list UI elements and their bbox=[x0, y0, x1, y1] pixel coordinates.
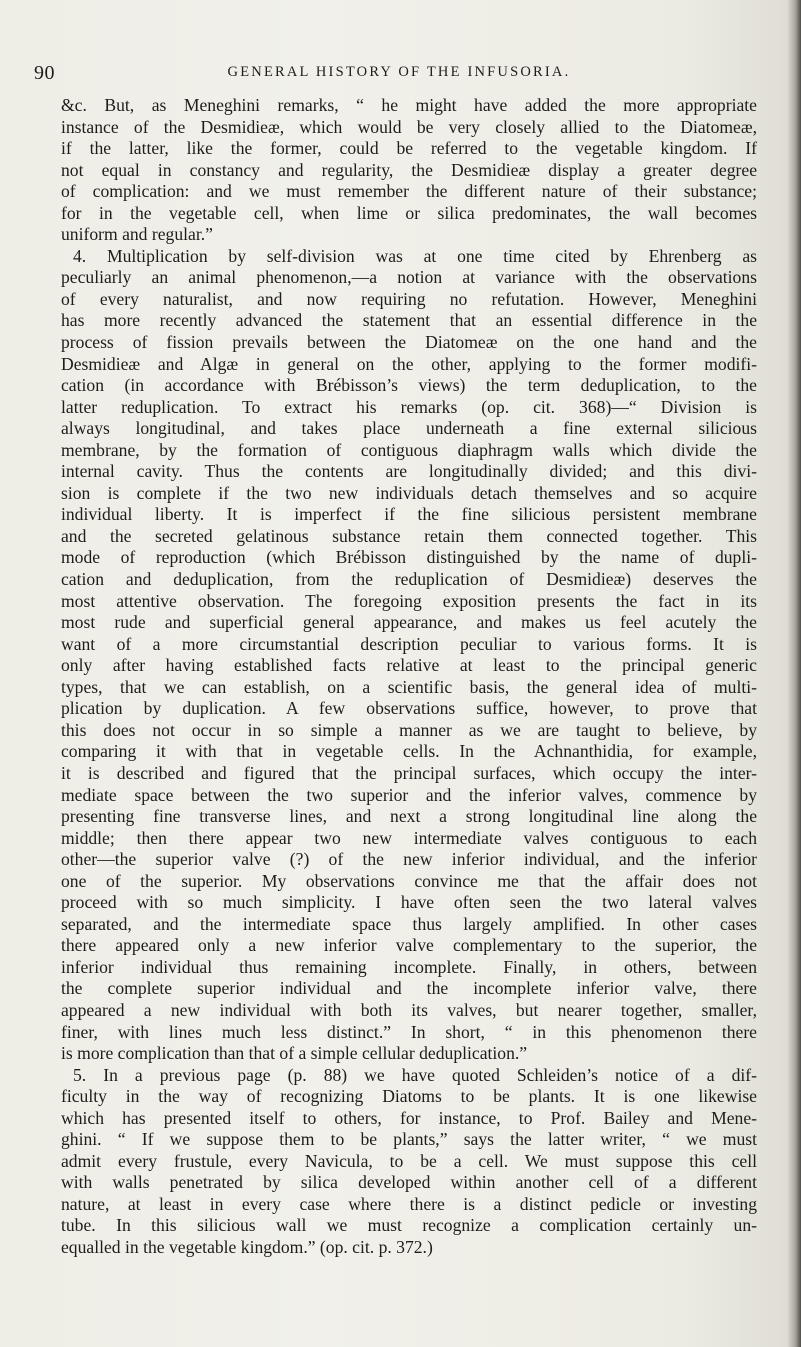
text-line: equalled in the vegetable kingdom.” (op. cit. p. 372.) bbox=[61, 1236, 433, 1257]
text-line: uniform and regular.” bbox=[61, 224, 213, 245]
text-line: other—the superior valve (?) of the new inferior individual, and the inferior bbox=[61, 849, 757, 870]
text-line: separated, and the intermediate space thus largely amplified. In other cases bbox=[61, 913, 757, 934]
text-line: 5. In a previous page (p. 88) we have quoted Schleiden’s notice of a dif- bbox=[73, 1064, 757, 1085]
text-line: ficulty in the way of recognizing Diatoms to be plants. It is one likewise bbox=[61, 1086, 757, 1107]
text-line: proceed with so much simplicity. I have often seen the two lateral valves bbox=[61, 892, 757, 913]
text-line: it is described and figured that the principal surfaces, which occupy the inter- bbox=[61, 762, 757, 783]
text-line: sion is complete if the two new individuals detach themselves and so acquire bbox=[61, 482, 757, 503]
text-line: mediate space between the two superior and the inferior valves, commence by bbox=[61, 784, 757, 805]
text-line: most rude and superficial general appearance, and makes us feel acutely the bbox=[61, 612, 757, 633]
text-line: inferior individual thus remaining incomplete. Finally, in others, between bbox=[61, 956, 757, 977]
text-line: has more recently advanced the statement that an essential difference in the bbox=[61, 310, 757, 331]
text-line: cation and deduplication, from the reduplication of Desmidieæ) deserves the bbox=[61, 569, 757, 590]
text-line: is more complication than that of a simple cellular deduplication.” bbox=[61, 1043, 528, 1064]
text-line: mode of reproduction (which Brébisson distinguished by the name of dupli- bbox=[61, 547, 757, 568]
text-line: which has presented itself to others, for instance, to Prof. Bailey and Mene- bbox=[61, 1107, 757, 1128]
text-line: if the latter, like the former, could be referred to the vegetable kingdom. If bbox=[61, 138, 757, 159]
text-line: with walls penetrated by silica developed within another cell of a different bbox=[61, 1172, 757, 1193]
text-line: membrane, by the formation of contiguous diaphragm walls which divide the bbox=[61, 439, 757, 460]
text-line: there appeared only a new inferior valve complementary to the superior, the bbox=[61, 935, 757, 956]
text-line: ghini. “ If we suppose them to be plants,” says the latter writer, “ we must bbox=[61, 1129, 757, 1150]
text-line: the complete superior individual and the incomplete inferior valve, there bbox=[61, 978, 757, 999]
text-line: not equal in constancy and regularity, the Desmidieæ display a greater degree bbox=[61, 159, 757, 180]
page-edge-shadow bbox=[787, 0, 801, 1347]
text-line: instance of the Desmidieæ, which would be very closely allied to the Diatomeæ, bbox=[61, 116, 757, 137]
text-line: plication by duplication. A few observations suffice, however, to prove that bbox=[61, 698, 757, 719]
text-line: peculiarly an animal phenomenon,—a notion at variance with the observations bbox=[61, 267, 757, 288]
text-line: presenting fine transverse lines, and next a strong longitudinal line along the bbox=[61, 806, 757, 827]
text-line: only after having established facts relative at least to the principal generic bbox=[61, 655, 757, 676]
text-line: of every naturalist, and now requiring no refutation. However, Meneghini bbox=[61, 288, 757, 309]
text-line: always longitudinal, and takes place underneath a fine external silicious bbox=[61, 418, 757, 439]
text-line: for in the vegetable cell, when lime or silica predominates, the wall becomes bbox=[61, 202, 757, 223]
text-line: middle; then there appear two new intermediate valves contiguous to each bbox=[61, 827, 757, 848]
text-line: comparing it with that in vegetable cells. In the Achnanthidia, for example, bbox=[61, 741, 757, 762]
text-line: and the secreted gelatinous substance retain them connected together. This bbox=[61, 525, 757, 546]
text-line: Desmidieæ and Algæ in general on the other, applying to the former modifi- bbox=[61, 353, 757, 374]
text-line: 4. Multiplication by self-division was at one time cited by Ehrenberg as bbox=[73, 245, 757, 266]
running-head: GENERAL HISTORY OF THE INFUSORIA. bbox=[227, 64, 571, 80]
text-line: nature, at least in every case where there is a distinct pedicle or investing bbox=[61, 1193, 757, 1214]
text-line: process of fission prevails between the Diatomeæ on the one hand and the bbox=[61, 332, 757, 353]
page-number: 90 bbox=[34, 62, 55, 84]
body-text bbox=[61, 95, 757, 1259]
text-line: cation (in accordance with Brébisson’s views) the term deduplication, to the bbox=[61, 375, 757, 396]
text-line: tube. In this silicious wall we must recognize a complication certainly un- bbox=[61, 1215, 757, 1236]
text-line: internal cavity. Thus the contents are longitudinally divided; and this divi- bbox=[61, 461, 757, 482]
text-line: &c. But, as Meneghini remarks, “ he might have added the more appropriate bbox=[61, 95, 757, 115]
text-line: want of a more circumstantial description peculiar to various forms. It is bbox=[61, 633, 757, 654]
text-line: latter reduplication. To extract his remarks (op. cit. 368)—“ Division is bbox=[61, 396, 757, 417]
text-line: appeared a new individual with both its valves, but nearer together, smaller, bbox=[61, 999, 757, 1020]
text-line: one of the superior. My observations convince me that the affair does not bbox=[61, 870, 757, 891]
text-line: this does not occur in so simple a manner as we are taught to believe, by bbox=[61, 719, 757, 740]
text-line: most attentive observation. The foregoing exposition presents the fact in its bbox=[61, 590, 757, 611]
text-line: finer, with lines much less distinct.” In short, “ in this phenomenon there bbox=[61, 1021, 757, 1042]
text-line: of complication: and we must remember the different nature of their substance; bbox=[61, 181, 757, 202]
page-header bbox=[34, 62, 764, 86]
text-line: types, that we can establish, on a scientific basis, the general idea of multi- bbox=[61, 676, 757, 697]
text-line: individual liberty. It is imperfect if the fine silicious persistent membrane bbox=[61, 504, 757, 525]
text-line: admit every frustule, every Navicula, to be a cell. We must suppose this cell bbox=[61, 1150, 757, 1171]
